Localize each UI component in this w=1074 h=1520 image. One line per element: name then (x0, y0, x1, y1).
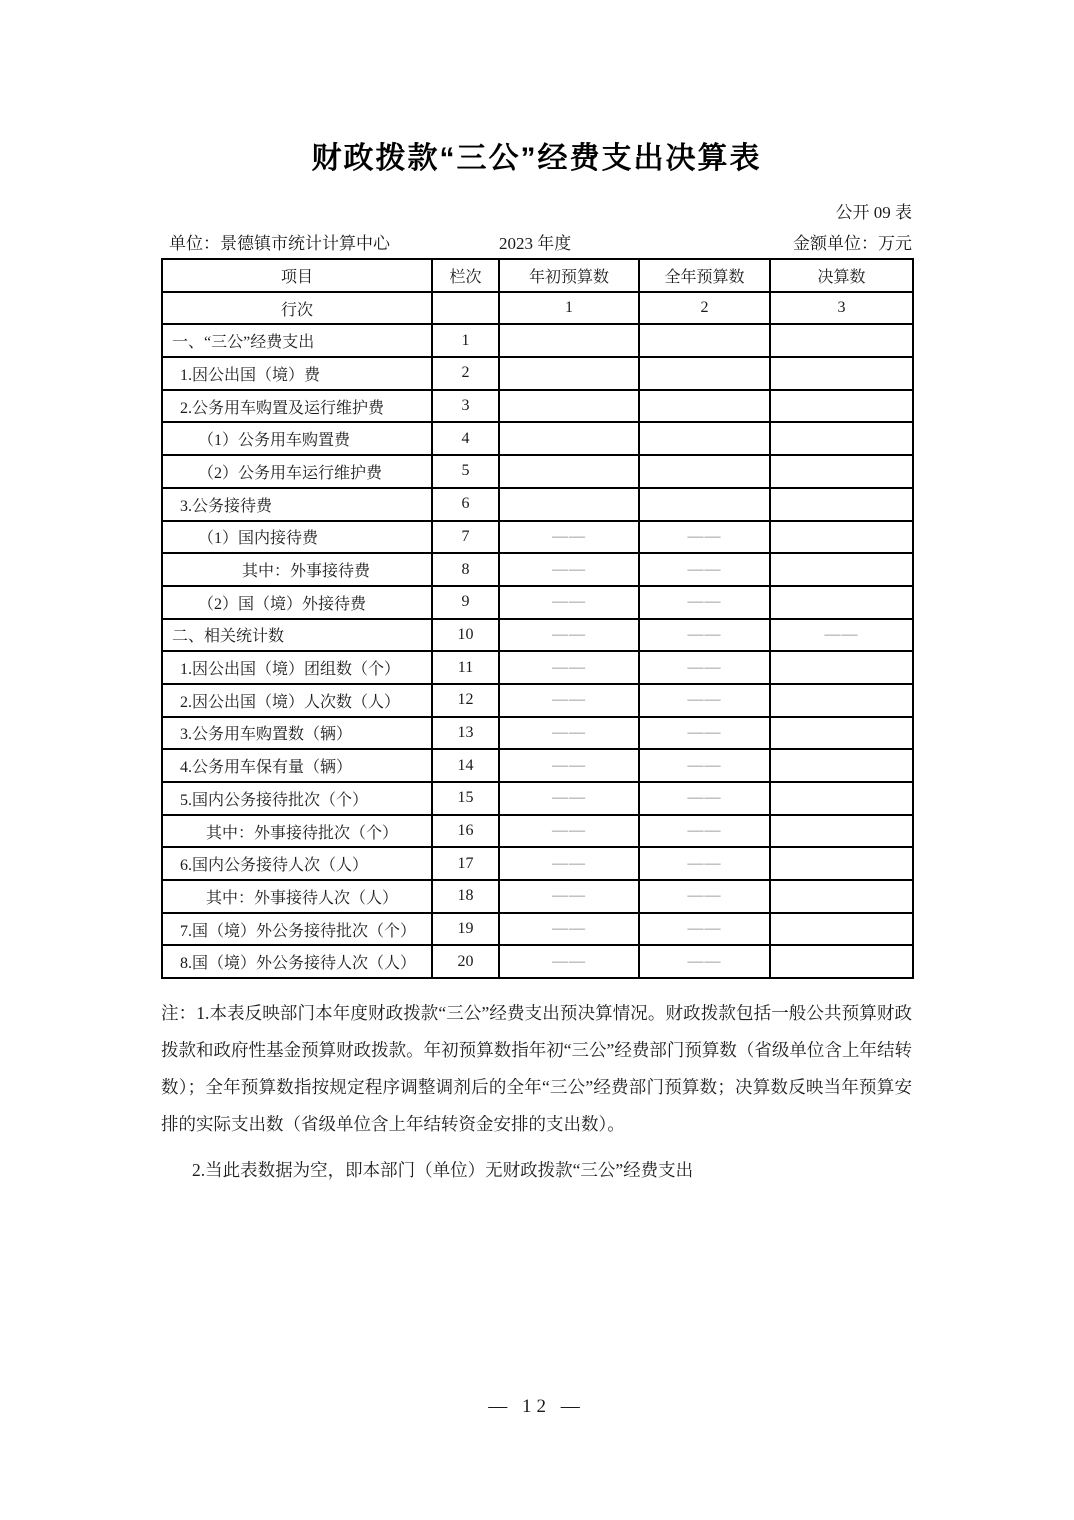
note-2: 2.当此表数据为空，即本部门（单位）无财政拨款“三公”经费支出 (192, 1160, 694, 1181)
cell-annual-budget (639, 390, 770, 423)
row-item-label: 其中：外事接待人次（人） (162, 880, 432, 913)
column-header-initial-budget: 年初预算数 (499, 259, 639, 292)
row-item-label: 8.国（境）外公务接待人次（人） (162, 945, 432, 978)
table-row (162, 945, 913, 978)
table-row (162, 553, 913, 586)
cell-annual-budget (639, 357, 770, 390)
cell-annual-budget: —— (639, 553, 770, 586)
row-item-label: 2.因公出国（境）人次数（人） (162, 684, 432, 717)
cell-initial-budget: —— (499, 553, 639, 586)
row-item-label: 5.国内公务接待批次（个） (162, 782, 432, 815)
cell-line-number: 4 (432, 422, 499, 455)
subheader-col-2: 2 (639, 292, 770, 325)
cell-initial-budget (499, 357, 639, 390)
cell-initial-budget (499, 390, 639, 423)
cell-line-number: 5 (432, 455, 499, 488)
cell-annual-budget: —— (639, 847, 770, 880)
cell-final-accounts (770, 782, 913, 815)
table-header-row (162, 259, 913, 292)
table-row (162, 455, 913, 488)
row-item-label: 二、相关统计数 (162, 619, 432, 652)
cell-initial-budget (499, 324, 639, 357)
subheader-empty-cell (432, 292, 499, 325)
cell-initial-budget: —— (499, 586, 639, 619)
cell-initial-budget (499, 422, 639, 455)
cell-final-accounts (770, 324, 913, 357)
table-row (162, 651, 913, 684)
cell-line-number: 1 (432, 324, 499, 357)
table-row (162, 488, 913, 521)
subheader-col-1: 1 (499, 292, 639, 325)
table-body (162, 324, 913, 978)
cell-initial-budget: —— (499, 782, 639, 815)
row-item-label: （1）国内接待费 (162, 521, 432, 554)
cell-initial-budget: —— (499, 521, 639, 554)
cell-annual-budget: —— (639, 880, 770, 913)
cell-final-accounts (770, 390, 913, 423)
row-item-label: 1.因公出国（境）团组数（个） (162, 651, 432, 684)
cell-final-accounts (770, 847, 913, 880)
table-row (162, 390, 913, 423)
cell-initial-budget: —— (499, 684, 639, 717)
table-row (162, 324, 913, 357)
cell-annual-budget: —— (639, 619, 770, 652)
cell-annual-budget: —— (639, 945, 770, 978)
cell-line-number: 17 (432, 847, 499, 880)
table-row (162, 815, 913, 848)
row-item-label: 7.国（境）外公务接待批次（个） (162, 913, 432, 946)
cell-final-accounts (770, 651, 913, 684)
cell-initial-budget: —— (499, 619, 639, 652)
notes-section (161, 995, 912, 1187)
cell-final-accounts (770, 521, 913, 554)
year-label: 2023 年度 (499, 234, 572, 253)
table-row (162, 847, 913, 880)
row-item-label: 3.公务接待费 (162, 488, 432, 521)
subheader-col-3: 3 (770, 292, 913, 325)
cell-line-number: 8 (432, 553, 499, 586)
cell-final-accounts: —— (770, 619, 913, 652)
form-code-label: 公开 09 表 (835, 203, 912, 222)
meta-row (161, 229, 912, 255)
cell-line-number: 9 (432, 586, 499, 619)
cell-final-accounts (770, 913, 913, 946)
row-item-label: 1.因公出国（境）费 (162, 357, 432, 390)
row-item-label: 其中：外事接待费 (162, 553, 432, 586)
row-item-label: （2）公务用车运行维护费 (162, 455, 432, 488)
table-subheader-row (162, 292, 913, 325)
cell-annual-budget (639, 422, 770, 455)
cell-line-number: 15 (432, 782, 499, 815)
cell-line-number: 14 (432, 749, 499, 782)
cell-initial-budget: —— (499, 880, 639, 913)
three-public-expense-table (161, 258, 914, 979)
column-header-item: 项目 (162, 259, 432, 292)
cell-annual-budget: —— (639, 651, 770, 684)
row-item-label: 一、“三公”经费支出 (162, 324, 432, 357)
cell-annual-budget: —— (639, 815, 770, 848)
cell-annual-budget: —— (639, 749, 770, 782)
table-row (162, 880, 913, 913)
cell-line-number: 18 (432, 880, 499, 913)
cell-final-accounts (770, 553, 913, 586)
row-item-label: 6.国内公务接待人次（人） (162, 847, 432, 880)
unit-label: 单位：景德镇市统计计算中心 (169, 234, 390, 253)
cell-final-accounts (770, 717, 913, 750)
amount-unit-label: 金额单位：万元 (793, 234, 912, 253)
table-row (162, 749, 913, 782)
cell-annual-budget: —— (639, 913, 770, 946)
cell-annual-budget (639, 488, 770, 521)
cell-line-number: 20 (432, 945, 499, 978)
cell-annual-budget: —— (639, 684, 770, 717)
row-item-label: （1）公务用车购置费 (162, 422, 432, 455)
row-item-label: 3.公务用车购置数（辆） (162, 717, 432, 750)
cell-initial-budget (499, 455, 639, 488)
cell-annual-budget: —— (639, 521, 770, 554)
cell-annual-budget: —— (639, 782, 770, 815)
cell-line-number: 16 (432, 815, 499, 848)
cell-initial-budget: —— (499, 815, 639, 848)
row-item-label: 2.公务用车购置及运行维护费 (162, 390, 432, 423)
cell-final-accounts (770, 749, 913, 782)
cell-final-accounts (770, 684, 913, 717)
cell-initial-budget: —— (499, 749, 639, 782)
table-row (162, 717, 913, 750)
cell-final-accounts (770, 815, 913, 848)
cell-annual-budget: —— (639, 586, 770, 619)
cell-line-number: 6 (432, 488, 499, 521)
cell-final-accounts (770, 357, 913, 390)
column-header-column-no: 栏次 (432, 259, 499, 292)
cell-initial-budget: —— (499, 717, 639, 750)
cell-line-number: 7 (432, 521, 499, 554)
table-row (162, 913, 913, 946)
table-row (162, 357, 913, 390)
cell-final-accounts (770, 945, 913, 978)
cell-final-accounts (770, 586, 913, 619)
cell-initial-budget: —— (499, 913, 639, 946)
row-item-label: （2）国（境）外接待费 (162, 586, 432, 619)
cell-line-number: 13 (432, 717, 499, 750)
cell-final-accounts (770, 488, 913, 521)
table-row (162, 619, 913, 652)
document-page (161, 0, 912, 1520)
table-row (162, 521, 913, 554)
page-title: 财政拨款“三公”经费支出决算表 (311, 142, 762, 175)
cell-annual-budget (639, 324, 770, 357)
row-item-label: 其中：外事接待批次（个） (162, 815, 432, 848)
cell-final-accounts (770, 455, 913, 488)
cell-line-number: 12 (432, 684, 499, 717)
table-row (162, 684, 913, 717)
cell-initial-budget: —— (499, 651, 639, 684)
cell-annual-budget (639, 455, 770, 488)
column-header-final-accounts: 决算数 (770, 259, 913, 292)
cell-line-number: 2 (432, 357, 499, 390)
cell-line-number: 11 (432, 651, 499, 684)
page-number: — 12 — (488, 1396, 585, 1417)
subheader-line-label: 行次 (162, 292, 432, 325)
table-row (162, 422, 913, 455)
cell-line-number: 3 (432, 390, 499, 423)
table-row (162, 586, 913, 619)
cell-initial-budget (499, 488, 639, 521)
cell-initial-budget: —— (499, 847, 639, 880)
row-item-label: 4.公务用车保有量（辆） (162, 749, 432, 782)
cell-final-accounts (770, 422, 913, 455)
cell-line-number: 19 (432, 913, 499, 946)
cell-annual-budget: —— (639, 717, 770, 750)
cell-final-accounts (770, 880, 913, 913)
cell-line-number: 10 (432, 619, 499, 652)
column-header-annual-budget: 全年预算数 (639, 259, 770, 292)
cell-initial-budget: —— (499, 945, 639, 978)
note-1: 注：1.本表反映部门本年度财政拨款“三公”经费支出预决算情况。财政拨款包括一般公共预算财政拨款和政府性基金预算财政拨款。年初预算数指年初“三公”经费部门预算数（省级单位含上年结转数）；全年预算数指按规定程序调整调剂后的全年“三公”经费部门预算数；决算数反映当年预算安排的实际支出数（省级单位含上年结转资金安排的支出数）。 (161, 1003, 912, 1135)
table-row (162, 782, 913, 815)
